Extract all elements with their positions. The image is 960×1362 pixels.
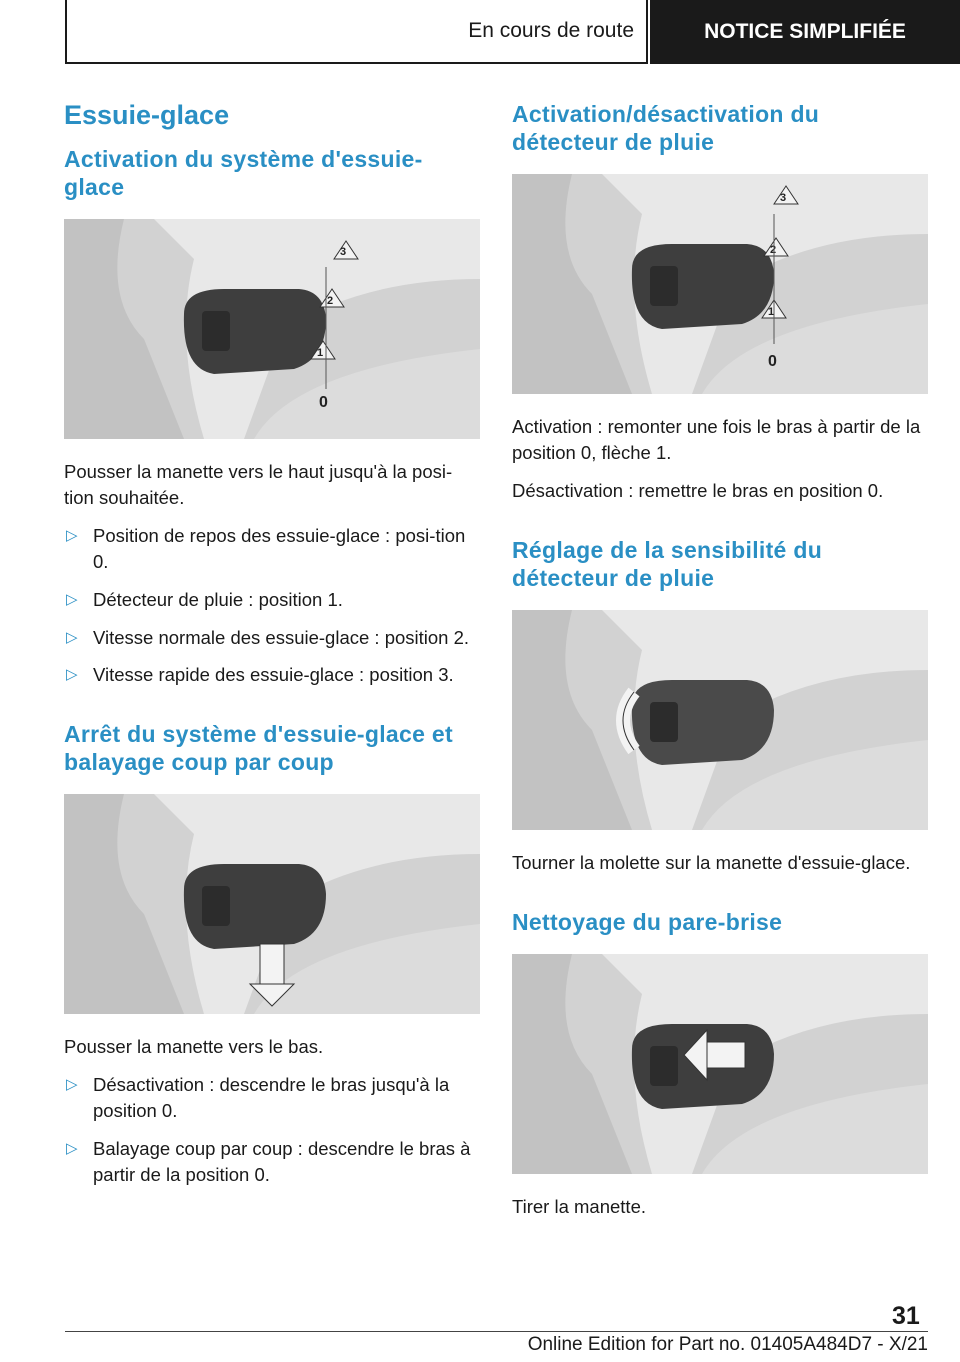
list-item: ▷ Désactivation : descendre le bras jusqu'à la position 0. (66, 1074, 450, 1122)
triangle-bullet-icon: ▷ (66, 590, 78, 608)
right-column (512, 100, 928, 1232)
page-number: 31 (892, 1302, 920, 1330)
figure-rain-sensor (512, 174, 928, 394)
arrow-label-3: 3 (340, 246, 347, 259)
list-item: ▷ Vitesse rapide des essuie-glace : position 3. (66, 664, 454, 686)
heading-windshield-cleaning: Nettoyage du pare-brise (512, 908, 783, 935)
list-item: ▷ Détecteur de pluie : position 1. (66, 588, 343, 610)
footer-divider (65, 1331, 928, 1332)
arrow-label-2: 2 (770, 244, 777, 257)
arrow-label-1: 1 (317, 347, 324, 360)
arrow-label-2: 2 (327, 295, 334, 308)
paragraph-push-down: Pousser la manette vers le bas. (64, 1036, 324, 1058)
manual-tab: NOTICE SIMPLIFIÉE (650, 0, 960, 64)
figure-wiper-stalk-up (64, 219, 480, 439)
footer-edition: Online Edition for Part no. 01405A484D7 - X/21 (527, 1334, 928, 1355)
arrow-label-0: 0 (768, 353, 777, 371)
paragraph-deactivation: Désactivation : remettre le bras en position 0. (512, 479, 884, 501)
list-item: ▷ Vitesse normale des essuie-glace : position 2. (66, 626, 470, 648)
arrow-label-3: 3 (780, 192, 787, 205)
heading-stop-wiper: Arrêt du système d'essuie-glace et balayage coup par coup (64, 721, 453, 776)
page-title: Essuie-glace (64, 100, 230, 130)
figure-sensitivity-wheel (512, 610, 928, 830)
heading-activation-wiper: Activation du système d'essuie-glace (64, 146, 423, 201)
arrow-label-0: 0 (319, 394, 328, 412)
heading-rain-sensor: Activation/désactivation du détecteur de pluie (512, 101, 820, 156)
page-header (65, 0, 960, 66)
paragraph-push-up: Pousser la manette vers le haut jusqu'à la posi‐tion souhaitée. (64, 461, 453, 509)
triangle-bullet-icon: ▷ (66, 628, 78, 646)
arrow-label-1: 1 (768, 306, 775, 319)
figure-pull-stalk (512, 954, 928, 1174)
paragraph-pull: Tirer la manette. (512, 1195, 646, 1217)
figure-wiper-stalk-down (64, 794, 480, 1014)
paragraph-turn-wheel: Tourner la molette sur la manette d'essuie-glace. (512, 851, 911, 873)
triangle-bullet-icon: ▷ (66, 1076, 78, 1094)
list-wiper-positions (64, 523, 480, 688)
left-column (64, 100, 480, 1200)
paragraph-activation: Activation : remonter une fois le bras à partir de la position 0, flèche 1. (512, 416, 921, 463)
triangle-bullet-icon: ▷ (66, 526, 78, 544)
triangle-bullet-icon: ▷ (66, 666, 78, 684)
list-item: ▷ Position de repos des essuie-glace : posi‐tion 0. (66, 524, 466, 572)
heading-sensitivity: Réglage de la sensibilité du détecteur de pluie (512, 536, 823, 591)
triangle-bullet-icon: ▷ (66, 1140, 78, 1158)
list-item: ▷ Balayage coup par coup : descendre le bras à partir de la position 0. (66, 1138, 471, 1186)
list-stop-options (64, 1072, 480, 1188)
section-tab: En cours de route (65, 0, 648, 64)
